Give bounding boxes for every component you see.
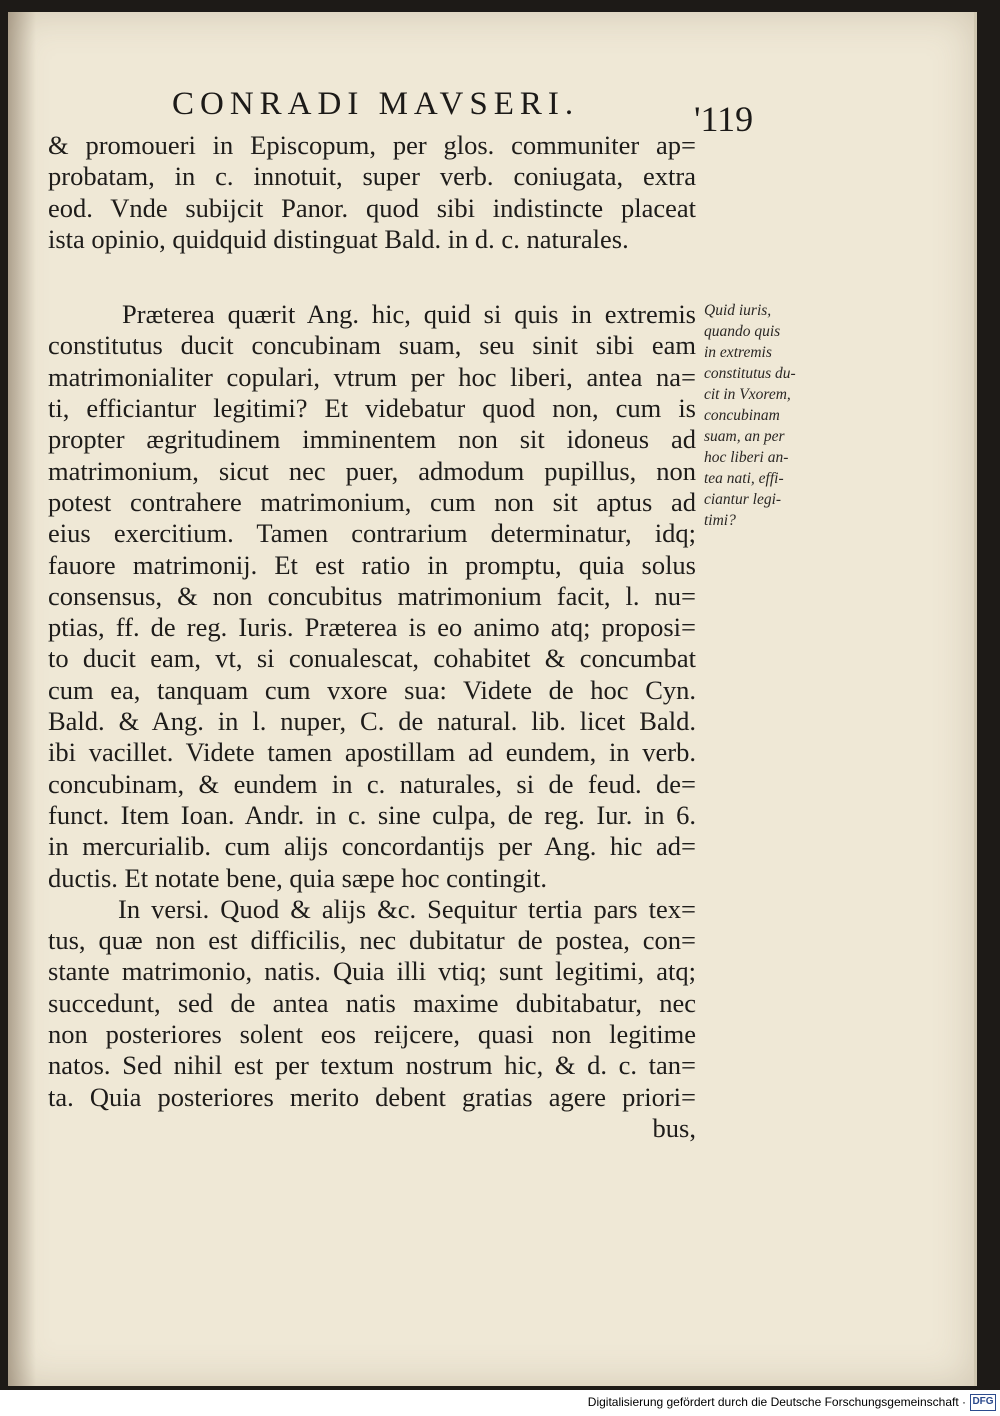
- text-line: succedunt, sed de antea natis maxime dubitabatur, nec: [48, 987, 696, 1018]
- margin-note-line: constitutus du-: [704, 365, 796, 382]
- main-text-block: [48, 130, 696, 1144]
- margin-note-line: suam, an per: [704, 428, 785, 445]
- text-line: Bald. & Ang. in l. nuper, C. de natural. lib. licet Bald.: [48, 706, 696, 737]
- marginal-note: [704, 300, 834, 531]
- text-line: Præterea quærit Ang. hic, quid si quis in extremis: [122, 299, 696, 330]
- text-line: fauore matrimonij. Et est ratio in promptu, quia solus: [48, 549, 696, 580]
- margin-note-line: tea nati, effi-: [704, 470, 784, 487]
- text-line: concubinam, & eundem in c. naturales, si de feud. de=: [48, 768, 696, 799]
- margin-note-line: timi?: [704, 512, 736, 529]
- margin-note-line: cit in Vxorem,: [704, 386, 791, 403]
- catchword: bus,: [652, 1112, 696, 1143]
- text-line: constitutus ducit concubinam suam, seu sinit sibi eam: [48, 330, 696, 361]
- text-line: ta. Quia posteriores merito debent gratias agere priori=: [48, 1081, 696, 1112]
- page-number: '119: [694, 99, 754, 139]
- text-line: cum ea, tanquam cum vxore sua: Videte de hoc Cyn.: [48, 674, 696, 705]
- text-line: & promoueri in Episcopum, per glos. communiter ap=: [48, 130, 696, 160]
- dfg-logo: DFG: [970, 1394, 996, 1411]
- text-line: eod. Vnde subijcit Panor. quod sibi indistincte placeat: [48, 192, 696, 223]
- text-line: consensus, & non concubitus matrimonium facit, l. nu=: [48, 580, 696, 611]
- text-line: ductis. Et notate bene, quia sæpe hoc contingit.: [48, 862, 547, 893]
- text-line: funct. Item Ioan. Andr. in c. sine culpa, de reg. Iur. in 6.: [48, 799, 696, 830]
- margin-note-line: in extremis: [704, 344, 772, 361]
- text-line: ista opinio, quidquid distinguat Bald. in d. c. naturales.: [48, 223, 629, 254]
- margin-note-line: quando quis: [704, 323, 781, 340]
- text-line: matrimonium, sicut nec puer, admodum pupillus, non: [48, 455, 696, 486]
- margin-note-line: ciantur legi-: [704, 491, 782, 508]
- margin-note-line: hoc liberi an-: [704, 449, 789, 466]
- text-line: ibi vacillet. Videte tamen apostillam ad eundem, in verb.: [48, 737, 696, 768]
- funding-credit: Digitalisierung gefördert durch die Deutsche Forschungsgemeinschaft ·: [587, 1395, 966, 1409]
- text-line: to ducit eam, vt, si conualescat, cohabitet & concumbat: [48, 643, 696, 674]
- page-gutter-shadow: [8, 12, 36, 1386]
- text-line: stante matrimonio, natis. Quia illi vtiq; sunt legitimi, atq;: [48, 956, 696, 987]
- paragraph-gap: [48, 255, 696, 299]
- text-line: potest contrahere matrimonium, cum non sit aptus ad: [48, 486, 696, 517]
- margin-note-line: Quid iuris,: [704, 302, 772, 319]
- text-line: ti, efficiantur legitimi? Et videbatur quod non, cum is: [48, 393, 696, 424]
- text-line: tus, quæ non est difficilis, nec dubitatur de postea, con=: [48, 925, 696, 956]
- text-line: ptias, ff. de reg. Iuris. Præterea is eo animo atq; proposi=: [48, 612, 696, 643]
- running-head: CONRADI MAVSERI.: [172, 86, 580, 122]
- text-line: in mercurialib. cum alijs concordantijs per Ang. hic ad=: [48, 831, 696, 862]
- text-line: natos. Sed nihil est per textum nostrum hic, & d. c. tan=: [48, 1050, 696, 1081]
- text-line: propter ægritudinem imminentem non sit idoneus ad: [48, 424, 696, 455]
- text-line: matrimonialiter copulari, vtrum per hoc liberi, antea na=: [48, 361, 696, 392]
- text-line: non posteriores solent eos reijcere, quasi non legitime: [48, 1019, 696, 1050]
- margin-note-line: concubinam: [704, 407, 780, 424]
- footer-bar: [0, 1390, 1000, 1416]
- text-line: probatam, in c. innotuit, super verb. coniugata, extra: [48, 161, 696, 192]
- text-line: In versi. Quod & alijs &c. Sequitur tertia pars tex=: [118, 893, 696, 924]
- text-line: eius exercitium. Tamen contrarium determinatur, idq;: [48, 518, 696, 549]
